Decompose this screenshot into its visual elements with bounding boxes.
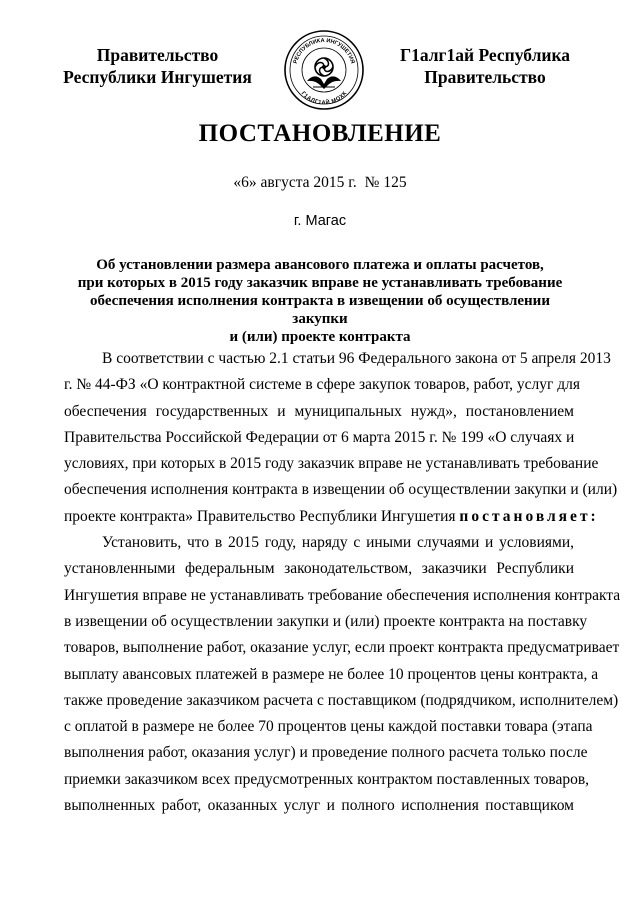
emblem-text-top: РЕСПУБЛИКА ИНГУШЕТИЯ bbox=[292, 37, 356, 65]
document-body bbox=[64, 346, 621, 819]
ingushetia-coat-of-arms-icon bbox=[283, 29, 365, 111]
body-line: приемки заказчиком всех предусмотренных контрактом поставленных товаров, bbox=[64, 770, 590, 788]
body-line: выполнения работ, оказания услуг) и проведение полного расчета только после bbox=[64, 744, 588, 762]
subject-line: и (или) проекте контракта bbox=[229, 329, 411, 345]
header-left-line-2: Республики Ингушетия bbox=[63, 67, 252, 87]
header-right-line-2: Правительство bbox=[424, 67, 546, 87]
body-line: Установить, что в 2015 году, наряду с иными случаями и условиями, bbox=[102, 534, 574, 552]
solar-symbol-icon bbox=[315, 58, 333, 76]
emblem-text-bottom: Г1АЛГ1АЙ МОХК bbox=[299, 90, 349, 107]
paragraph-preamble bbox=[64, 346, 618, 530]
body-line: обеспечения государственных и муниципальных нужд», постановлением bbox=[64, 402, 574, 420]
body-line: установленными федеральным законодательством, заказчики Республики bbox=[64, 560, 574, 578]
decree-word: постановляет: bbox=[459, 507, 599, 525]
body-line-last bbox=[64, 504, 599, 530]
header-right bbox=[380, 44, 590, 88]
header-left bbox=[50, 44, 265, 88]
body-line: В соответствии с частью 2.1 статьи 96 Федерального закона от 5 апреля 2013 bbox=[102, 350, 611, 367]
body-line: выполненных работ, оказанных услуг и полного исполнения поставщиком bbox=[64, 797, 574, 815]
body-line: также проведение заказчиком расчета с поставщиком (подрядчиком, исполнителем) bbox=[64, 691, 619, 709]
body-line: г. № 44-ФЗ «О контрактной системе в сфере закупок товаров, работ, услуг для bbox=[64, 376, 580, 394]
body-line: обеспечения исполнения контракта в извещении об осуществлении закупки и (или) bbox=[64, 481, 618, 499]
header-left-line-1: Правительство bbox=[96, 45, 219, 65]
body-line: товаров, выполнение работ, оказание услуг, если проект контракта предусматривает bbox=[64, 639, 620, 657]
document-date-number bbox=[0, 174, 640, 192]
subject-line: Об установлении размера авансового платежа и оплаты расчетов, bbox=[96, 257, 544, 273]
document-subject bbox=[70, 256, 570, 346]
subject-line: обеспечения исполнения контракта в извещении об осуществлении закупки bbox=[90, 293, 550, 327]
subject-line: при которых в 2015 году заказчик вправе не устанавливать требование bbox=[77, 275, 563, 291]
body-line: с оплатой в размере не более 70 процентов цены каждой поставки товара (этапа bbox=[64, 718, 593, 736]
paragraph-resolution bbox=[64, 530, 621, 819]
document-place: г. Магас bbox=[293, 213, 347, 229]
document-date: «6» августа 2015 г. bbox=[233, 174, 357, 191]
body-line: Ингушетия вправе не устанавливать требование обеспечения исполнения контракта bbox=[64, 586, 621, 604]
document-type-title: ПОСТАНОВЛЕНИЕ bbox=[198, 120, 442, 147]
header-right-line-1: Г1алг1ай Республика bbox=[399, 45, 571, 65]
body-line: выплату авансовых платежей в размере не более 10 процентов цены контракта, а bbox=[64, 665, 599, 683]
body-line-text: проекте контракта» Правительство Республики Ингушетия bbox=[64, 507, 456, 525]
body-line: Правительства Российской Федерации от 6 марта 2015 г. № 199 «О случаях и bbox=[64, 428, 575, 446]
body-line: в извещении об осуществлении закупки и (или) проекте контракта на поставку bbox=[64, 612, 588, 630]
document-number: № 125 bbox=[364, 174, 407, 191]
body-line: условиях, при которых в 2015 году заказчик вправе не устанавливать требование bbox=[64, 455, 599, 473]
eagle-icon bbox=[307, 76, 341, 89]
